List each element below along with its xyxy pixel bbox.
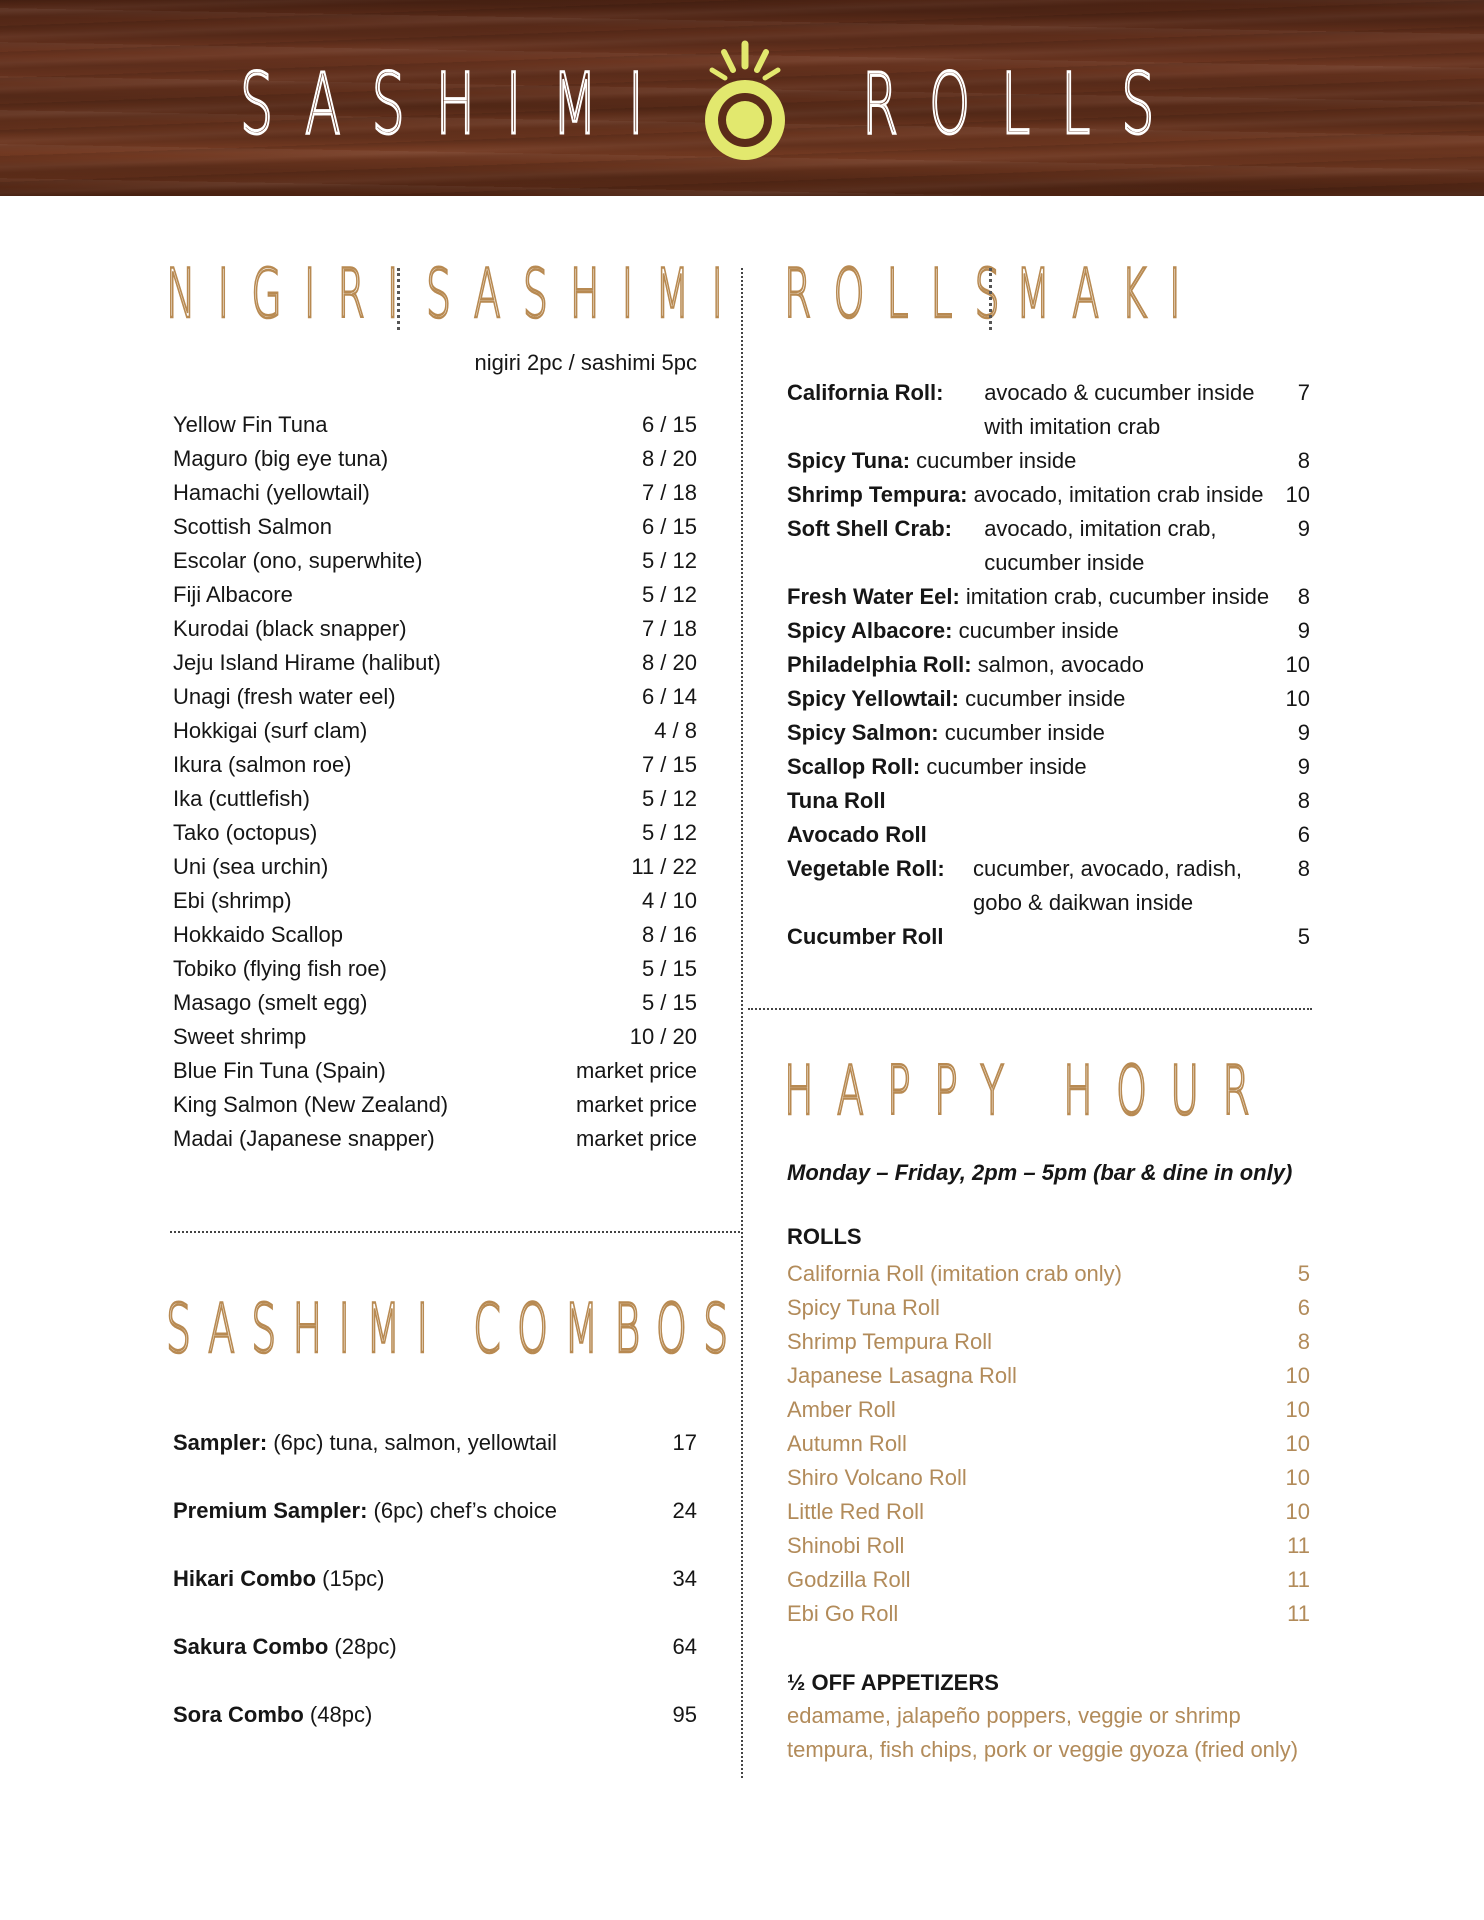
nigiri-item-name: Scottish Salmon	[173, 514, 332, 539]
nigiri-item-price: 5 / 15	[641, 956, 697, 981]
nigiri-item-name: Yellow Fin Tuna	[173, 412, 328, 437]
appetizers-line-1: edamame, jalapeño poppers, veggie or shrimp	[787, 1703, 1241, 1728]
roll-item-name: Spicy Albacore:	[787, 618, 953, 643]
nigiri-item-name: Ikura (salmon roe)	[173, 752, 352, 777]
nigiri-item-price: 5 / 15	[641, 990, 697, 1015]
roll-item-desc: salmon, avocado	[971, 652, 1145, 677]
roll-item-price: 8	[1297, 856, 1310, 881]
nigiri-item-name: Tobiko (flying fish roe)	[173, 956, 387, 981]
nigiri-item-name: Uni (sea urchin)	[173, 854, 329, 879]
happy-hour-title: HAPPY HOUR	[784, 1052, 1273, 1131]
nigiri-item-price: 5 / 12	[641, 820, 697, 845]
nigiri-item-name: Ika (cuttlefish)	[173, 786, 310, 811]
roll-item-price: 8	[1297, 584, 1310, 609]
happy-hour-roll-name: Shiro Volcano Roll	[787, 1465, 967, 1490]
happy-hour-roll-price: 6	[1297, 1295, 1310, 1320]
roll-item-price: 9	[1297, 720, 1310, 745]
roll-item-name: Vegetable Roll:	[787, 856, 945, 881]
happy-hour-roll-name: Spicy Tuna Roll	[787, 1295, 940, 1320]
nigiri-item-price: 6 / 14	[641, 684, 697, 709]
roll-item-name: Philadelphia Roll:	[787, 652, 972, 677]
nigiri-item-name: Madai (Japanese snapper)	[173, 1126, 435, 1151]
nigiri-item-name: Ebi (shrimp)	[173, 888, 292, 913]
roll-item-desc-cont: cucumber inside	[984, 550, 1145, 575]
nigiri-item-name: Sweet shrimp	[173, 1024, 307, 1049]
roll-item-desc: avocado & cucumber inside	[984, 380, 1255, 405]
combo-item-price: 17	[672, 1430, 697, 1455]
happy-hour-roll-name: Autumn Roll	[787, 1431, 907, 1456]
roll-item	[787, 478, 1263, 512]
nigiri-item-price: 5 / 12	[641, 548, 697, 573]
combo-item-desc: (6pc) chef’s choice	[367, 1498, 557, 1523]
combo-item-price: 64	[672, 1634, 697, 1659]
nigiri-item-name: Hokkaido Scallop	[173, 922, 343, 947]
nigiri-item-price: 7 / 15	[641, 752, 697, 777]
roll-item	[787, 750, 1087, 784]
happy-hour-roll-name: Shinobi Roll	[787, 1533, 905, 1558]
roll-item-price: 8	[1297, 448, 1310, 473]
roll-item-name: California Roll:	[787, 380, 944, 405]
nigiri-item-price: 5 / 12	[641, 582, 697, 607]
left-section-divider	[170, 1231, 740, 1233]
happy-hour-roll-price: 10	[1285, 1431, 1310, 1456]
happy-hour-roll-price: 10	[1285, 1397, 1310, 1422]
roll-item	[787, 614, 1119, 648]
roll-item-price: 9	[1297, 618, 1310, 643]
nigiri-item-price: 7 / 18	[641, 616, 697, 641]
nigiri-item-name: Blue Fin Tuna (Spain)	[173, 1058, 386, 1083]
appetizers-heading: ½ OFF APPETIZERS	[787, 1670, 999, 1695]
header-title-right: ROLLS	[862, 55, 1186, 153]
roll-item-desc-cont: gobo & daikwan inside	[973, 890, 1194, 915]
roll-item-name: Scallop Roll:	[787, 754, 921, 779]
nigiri-item-name: Jeju Island Hirame (halibut)	[173, 650, 441, 675]
roll-item-name: Cucumber Roll	[787, 924, 944, 949]
roll-item-desc: cucumber inside	[959, 686, 1126, 711]
roll-item-name: Tuna Roll	[787, 788, 886, 813]
maki-title: MAKI	[1016, 255, 1203, 334]
happy-hour-roll-price: 10	[1285, 1499, 1310, 1524]
happy-hour-roll-name: Amber Roll	[787, 1397, 896, 1422]
combo-item-desc: (48pc)	[303, 1702, 373, 1727]
happy-hour-roll-price: 11	[1287, 1567, 1310, 1592]
roll-item-name: Fresh Water Eel:	[787, 584, 960, 609]
roll-item-price: 7	[1297, 380, 1310, 405]
roll-item	[787, 444, 1076, 478]
roll-item-desc-cont: with imitation crab	[984, 414, 1161, 439]
happy-hour-roll-price: 8	[1297, 1329, 1310, 1354]
sashimi-combos-title: SASHIMI COMBOS	[166, 1290, 745, 1369]
combo-item	[173, 1630, 397, 1664]
nigiri-item-price: 8 / 16	[641, 922, 697, 947]
happy-hour-rolls-heading: ROLLS	[787, 1224, 862, 1249]
happy-hour-roll-price: 10	[1285, 1363, 1310, 1388]
happy-hour-subtitle: Monday – Friday, 2pm – 5pm (bar & dine in only)	[787, 1160, 1293, 1185]
nigiri-item-name: Kurodai (black snapper)	[173, 616, 407, 641]
happy-hour-roll-price: 5	[1297, 1261, 1310, 1286]
nigiri-title-separator	[397, 268, 400, 330]
nigiri-item-name: Maguro (big eye tuna)	[173, 446, 389, 471]
happy-hour-roll-name: Ebi Go Roll	[787, 1601, 899, 1626]
nigiri-item-price: market price	[575, 1058, 697, 1083]
nigiri-item-name: Unagi (fresh water eel)	[173, 684, 396, 709]
roll-item-name: Spicy Salmon:	[787, 720, 939, 745]
rolls-title-separator	[989, 268, 992, 330]
nigiri-item-name: King Salmon (New Zealand)	[173, 1092, 449, 1117]
nigiri-item-price: 10 / 20	[629, 1024, 697, 1049]
nigiri-portion-note: nigiri 2pc / sashimi 5pc	[474, 350, 697, 375]
happy-hour-roll-price: 10	[1285, 1465, 1310, 1490]
roll-item-desc: avocado, imitation crab inside	[967, 482, 1264, 507]
roll-item-name: Avocado Roll	[787, 822, 927, 847]
happy-hour-roll-price: 11	[1287, 1533, 1310, 1558]
nigiri-item-price: 4 / 8	[654, 718, 697, 743]
nigiri-item-price: 8 / 20	[641, 446, 697, 471]
combo-item-name: Sampler:	[173, 1430, 268, 1455]
roll-item-price: 10	[1285, 482, 1310, 507]
roll-item-price: 8	[1297, 788, 1310, 813]
combo-item-price: 95	[672, 1702, 697, 1727]
combo-item-desc: (28pc)	[328, 1634, 397, 1659]
rolls-title: ROLLS	[784, 255, 1022, 334]
roll-item	[787, 716, 1105, 750]
roll-item-price: 6	[1297, 822, 1310, 847]
roll-item	[787, 818, 927, 852]
sushi-roll-icon	[700, 40, 790, 164]
nigiri-item-name: Fiji Albacore	[173, 582, 293, 607]
roll-item-price: 10	[1285, 686, 1310, 711]
roll-item-price: 10	[1285, 652, 1310, 677]
nigiri-item-name: Escolar (ono, superwhite)	[173, 548, 423, 573]
nigiri-item-price: market price	[575, 1092, 697, 1117]
roll-item-name: Soft Shell Crab:	[787, 516, 953, 541]
nigiri-item-price: 6 / 15	[641, 412, 697, 437]
combo-item-price: 24	[672, 1498, 697, 1523]
roll-item-name: Shrimp Tempura:	[787, 482, 968, 507]
combo-item	[173, 1562, 385, 1596]
nigiri-item-name: Masago (smelt egg)	[173, 990, 368, 1015]
combo-item-name: Sora Combo	[173, 1702, 304, 1727]
roll-item-name: Spicy Yellowtail:	[787, 686, 959, 711]
happy-hour-roll-name: Little Red Roll	[787, 1499, 924, 1524]
happy-hour-roll-name: California Roll (imitation crab only)	[787, 1261, 1123, 1286]
nigiri-item-name: Tako (octopus)	[173, 820, 318, 845]
happy-hour-roll-name: Japanese Lasagna Roll	[787, 1363, 1017, 1388]
roll-item	[787, 682, 1125, 716]
roll-item-desc: cucumber inside	[920, 754, 1087, 779]
nigiri-item-name: Hokkigai (surf clam)	[173, 718, 368, 743]
happy-hour-roll-name: Shrimp Tempura Roll	[787, 1329, 993, 1354]
roll-item-desc: cucumber inside	[910, 448, 1077, 473]
nigiri-item-price: 8 / 20	[641, 650, 697, 675]
roll-item-desc: cucumber, avocado, radish,	[973, 856, 1243, 881]
column-divider	[741, 268, 743, 1778]
roll-item	[787, 920, 943, 954]
roll-item-desc: cucumber inside	[952, 618, 1119, 643]
nigiri-item-price: 7 / 18	[641, 480, 697, 505]
combo-item-name: Sakura Combo	[173, 1634, 329, 1659]
roll-item-price: 5	[1297, 924, 1310, 949]
roll-item-desc: cucumber inside	[938, 720, 1105, 745]
nigiri-item-name: Hamachi (yellowtail)	[173, 480, 370, 505]
right-section-divider	[748, 1008, 1312, 1010]
nigiri-item-price: market price	[575, 1126, 697, 1151]
happy-hour-roll-price: 11	[1287, 1601, 1310, 1626]
combo-item-name: Premium Sampler:	[173, 1498, 368, 1523]
combo-item-price: 34	[672, 1566, 697, 1591]
nigiri-item-price: 5 / 12	[641, 786, 697, 811]
combo-item-desc: (15pc)	[316, 1566, 385, 1591]
combo-item-desc: (6pc) tuna, salmon, yellowtail	[267, 1430, 557, 1455]
sashimi-title: SASHIMI	[426, 255, 746, 334]
roll-item-desc: avocado, imitation crab,	[984, 516, 1217, 541]
combo-item-name: Hikari Combo	[173, 1566, 317, 1591]
roll-item-name: Spicy Tuna:	[787, 448, 911, 473]
nigiri-item-price: 6 / 15	[641, 514, 697, 539]
roll-item-desc: imitation crab, cucumber inside	[959, 584, 1270, 609]
combo-item	[173, 1698, 372, 1732]
roll-item	[787, 648, 1144, 682]
roll-item-price: 9	[1297, 754, 1310, 779]
happy-hour-roll-name: Godzilla Roll	[787, 1567, 911, 1592]
roll-item-price: 9	[1297, 516, 1310, 541]
header-title-left: SASHIMI	[240, 55, 675, 153]
nigiri-title: NIGIRI	[166, 255, 421, 334]
appetizers-line-2: tempura, fish chips, pork or veggie gyoza (fried only)	[787, 1737, 1299, 1762]
header-banner	[0, 0, 1484, 196]
combo-item	[173, 1494, 557, 1528]
roll-item	[787, 580, 1269, 614]
roll-item	[787, 784, 886, 818]
combo-item	[173, 1426, 557, 1460]
nigiri-item-price: 11 / 22	[631, 854, 697, 879]
nigiri-item-price: 4 / 10	[641, 888, 697, 913]
